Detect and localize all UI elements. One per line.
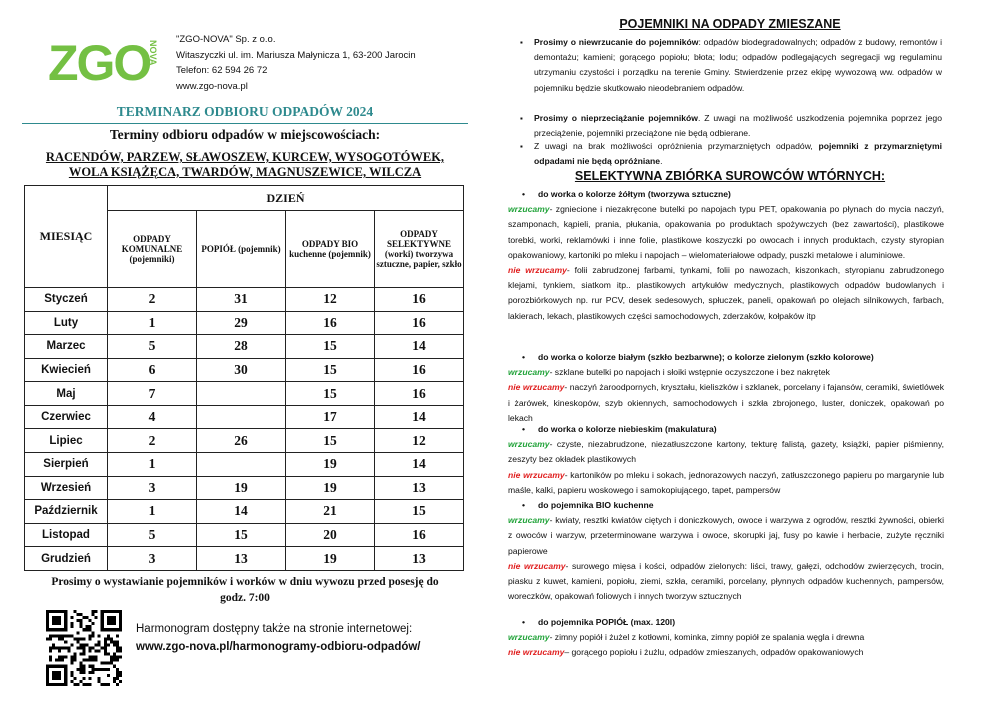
yes-label: wrzucamy xyxy=(508,632,550,643)
column-header-popiol: POPIÓŁ (pojemnik) xyxy=(197,211,286,288)
company-phone: Telefon: 62 594 26 72 xyxy=(176,65,268,76)
day-cell: 16 xyxy=(375,358,464,382)
section-ash xyxy=(508,615,944,661)
day-cell: 14 xyxy=(375,335,464,359)
harmonogram-text: Harmonogram dostępny także na stronie internetowej: xyxy=(136,623,413,635)
yes-text: - zgniecione i niezakręcone butelki po napojach typu PET, opakowania po płynach do mycia naczyń, szamponach, kąpieli, prania, płukania, opakowania po produktach spożywczych (bez zawartości), plastikowe torebki, worki, reklamówki i inne folie, plastikowe koszyczki po owocach i innych produktach, czysty styropian opakowaniowy, kartoniki po mleku i napojach – wielomateriałowe odpady, puszki metalowe i aluminiowe. xyxy=(508,204,944,260)
day-cell: 5 xyxy=(108,335,197,359)
table-row xyxy=(25,429,464,453)
table-row xyxy=(25,453,464,477)
mixed-rule-1-text: : odpadów biodegradowalnych; odpadów z budowy, remontów i demontażu; kamieni; gorącego popiołu; błota; lodu; odpadów podlegających segregacji wg regulaminu utrzymaniu czystości i porządku na terenie Gminy. Stwierdzenie przez ekipę wywozową ww. odpadów w pojemniku będzie skutkowało nieodebraniem odpadów. xyxy=(534,37,942,93)
day-cell: 17 xyxy=(286,405,375,429)
day-cell: 7 xyxy=(108,382,197,406)
day-cell xyxy=(197,382,286,406)
no-label: nie wrzucamy xyxy=(508,560,566,571)
yes-para xyxy=(508,437,944,467)
mixed-rule-3 xyxy=(534,139,942,169)
section-head: • do worka o kolorze żółtym (tworzywa sztuczne) xyxy=(508,187,944,202)
company-name: "ZGO-NOVA" Sp. z o.o. xyxy=(176,34,276,45)
mixed-rule-1 xyxy=(534,35,942,96)
yes-para xyxy=(508,365,944,380)
month-cell: Sierpień xyxy=(25,453,108,477)
day-cell: 19 xyxy=(286,476,375,500)
mixed-rule-2-bold: Prosimy o nieprzeciążanie pojemników xyxy=(534,113,698,123)
day-cell: 13 xyxy=(197,547,286,571)
notice-line-2: godz. 7:00 xyxy=(220,592,270,604)
no-para xyxy=(508,645,944,660)
yes-para xyxy=(508,513,944,559)
day-header: DZIEŃ xyxy=(108,186,464,211)
day-cell: 31 xyxy=(197,288,286,312)
table-row xyxy=(25,288,464,312)
yes-text: - szklane butelki po napojach i słoiki wstępnie oczyszczone i bez nakrętek xyxy=(549,367,830,378)
no-text: - folii zabrudzonej farbami, tynkami, folii po nawozach, kiszonkach, styropianu zabrudzonego klejami, tynkiem, siatkom itp.. plastikowych artykułów medycznych, plastikowych odpadów budowlanych i porozbiórkowych np. rur PCV, desek sedesowych, spłuczek, paneli, opakowań po olejach silnikowych, farbach, lakierach, lekach, plastikowych części samochodowych, zderzaków, kołpaków itp xyxy=(508,265,944,321)
mixed-rule-3-text: Z uwagi na brak możliwości opróżnienia przymarzniętych odpadów, xyxy=(534,141,819,151)
day-cell: 2 xyxy=(108,429,197,453)
section-head: • do pojemnika BIO kuchenne xyxy=(508,498,944,513)
no-para xyxy=(508,468,944,498)
day-cell: 15 xyxy=(375,500,464,524)
qr-code[interactable] xyxy=(46,610,122,686)
yes-label: wrzucamy xyxy=(508,204,550,215)
no-label: nie wrzucamy xyxy=(508,382,565,393)
day-cell: 13 xyxy=(375,547,464,571)
day-cell: 6 xyxy=(108,358,197,382)
company-website: www.zgo-nova.pl xyxy=(176,80,248,92)
schedule-table xyxy=(24,185,464,571)
month-header: MIESIĄC xyxy=(25,186,108,288)
day-cell: 12 xyxy=(286,288,375,312)
day-cell: 14 xyxy=(197,500,286,524)
section-yellow xyxy=(508,187,944,324)
day-cell: 14 xyxy=(375,405,464,429)
day-cell: 16 xyxy=(375,382,464,406)
no-para xyxy=(508,380,944,426)
table-row xyxy=(25,476,464,500)
column-header-bio: ODPADY BIO kuchenne (pojemnik) xyxy=(286,211,375,288)
yes-para xyxy=(508,630,944,645)
section-head: • do worka o kolorze białym (szkło bezbarwne); o kolorze zielonym (szkło kolorowe) xyxy=(508,350,944,365)
company-info xyxy=(176,32,416,94)
day-cell: 1 xyxy=(108,311,197,335)
svg-text:ZGO: ZGO xyxy=(48,35,151,91)
section-head: • do pojemnika POPIÓŁ (max. 120l) xyxy=(508,615,944,630)
section-white-green xyxy=(508,350,944,426)
yes-label: wrzucamy xyxy=(508,515,550,526)
collection-notice xyxy=(30,574,460,606)
month-cell: Lipiec xyxy=(25,429,108,453)
no-text: - naczyń żaroodpornych, kryształu, kieliszków i szklanek, porcelany i fajansów, ceramiki, świetlówek i żarówek, kineskopów, szyb okiennych, samochodowych i szkła zbrojonego, luster, doniczek, opakowań po lekach xyxy=(508,382,945,423)
schedule-body xyxy=(25,288,464,571)
no-para xyxy=(508,559,944,605)
day-cell: 1 xyxy=(108,500,197,524)
towns-line-1: RACENDÓW, PARZEW, SŁAWOSZEW, KURCEW, WYSOGOTÓWEK, xyxy=(45,150,445,164)
no-text: - kartoników po mleku i sokach, jednorazowych naczyń, zatłuszczonego papieru po margarynie lub maśle, kalki, papieru woskowego i samokopiującego, tapet, pampersów xyxy=(508,469,944,495)
day-cell: 3 xyxy=(108,547,197,571)
day-cell: 3 xyxy=(108,476,197,500)
day-cell: 21 xyxy=(286,500,375,524)
table-row xyxy=(25,335,464,359)
no-label: nie wrzucamy xyxy=(508,265,567,276)
no-para xyxy=(508,263,944,324)
table-row xyxy=(25,523,464,547)
day-cell: 15 xyxy=(286,429,375,453)
day-cell: 16 xyxy=(375,288,464,312)
table-row xyxy=(25,500,464,524)
column-header-komunalne: ODPADY KOMUNALNE (pojemniki) xyxy=(108,211,197,288)
yes-label: wrzucamy xyxy=(508,367,550,378)
day-cell: 15 xyxy=(286,358,375,382)
day-cell: 20 xyxy=(286,523,375,547)
day-cell: 13 xyxy=(375,476,464,500)
day-cell: 16 xyxy=(375,311,464,335)
month-cell: Wrzesień xyxy=(25,476,108,500)
month-cell: Listopad xyxy=(25,523,108,547)
day-cell: 4 xyxy=(108,405,197,429)
section-blue xyxy=(508,422,944,498)
month-cell: Marzec xyxy=(25,335,108,359)
table-row xyxy=(25,547,464,571)
mixed-rule-2-text: . Z uwagi na możliwość uszkodzenia pojemnika poprzez jego przeciążenie, pojemniki przeciążone nie będą odbierane. xyxy=(534,113,942,139)
day-cell: 12 xyxy=(375,429,464,453)
month-cell: Grudzień xyxy=(25,547,108,571)
towns-line-2: WOLA KSIĄŻĘCA, TWARDÓW, MAGNUSZEWICE, WILCZA xyxy=(68,165,422,179)
towns-list xyxy=(22,150,468,180)
zgo-nova-logo xyxy=(48,34,158,91)
day-cell: 19 xyxy=(286,547,375,571)
harmonogram-link[interactable]: www.zgo-nova.pl/harmonogramy-odbioru-odpadów/ xyxy=(136,641,421,653)
section-bio xyxy=(508,498,944,604)
company-address: Witaszyczki ul. im. Mariusza Małynicza 1, 63-200 Jarocin xyxy=(176,49,416,61)
svg-text:NOVA: NOVA xyxy=(148,40,158,66)
day-cell: 16 xyxy=(375,523,464,547)
mixed-waste-heading: POJEMNIKI NA ODPADY ZMIESZANE xyxy=(619,17,841,31)
month-cell: Czerwiec xyxy=(25,405,108,429)
section-head: • do worka o kolorze niebieskim (makulatura) xyxy=(508,422,944,437)
title-divider xyxy=(22,123,468,124)
day-cell: 2 xyxy=(108,288,197,312)
day-cell: 5 xyxy=(108,523,197,547)
selective-heading: SELEKTYWNA ZBIÓRKA SUROWCÓW WTÓRNYCH: xyxy=(574,169,886,183)
mixed-rule-3-bold: pojemniki z przymarzniętymi odpadami nie będą opróżniane xyxy=(534,141,942,167)
mixed-rule-1-bold: Prosimy o niewrzucanie do pojemników xyxy=(534,37,699,47)
yes-text: - czyste, niezabrudzone, niezatłuszczone kartony, tekturę falistą, gazety, książki, papier piśmienny, zeszyty bez okładek plastikowych xyxy=(508,439,944,465)
column-header-selektywne: ODPADY SELEKTYWNE (worki) tworzywa sztuczne, papier, szkło xyxy=(375,211,464,288)
month-cell: Kwiecień xyxy=(25,358,108,382)
mixed-rule-3-end: . xyxy=(660,156,663,167)
table-row xyxy=(25,405,464,429)
day-cell: 28 xyxy=(197,335,286,359)
table-row xyxy=(25,311,464,335)
table-row xyxy=(25,382,464,406)
no-text: - surowego mięsa i kości, odpadów zielonych: liści, trawy, gałęzi, odchodów zwierzęcych, trocin, piasku z kuwet, kamieni, popiołu, ziemi, szkła, ceramiki, porcelany, płynnych odpadów kuchennych, pampersów, woreczków, opakowań foliowych i innych tworzyw sztucznych xyxy=(508,560,944,602)
schedule-subtitle: Terminy odbioru odpadów w miejscowościach: xyxy=(109,127,381,142)
mixed-rule-2 xyxy=(534,111,942,141)
table-row xyxy=(25,358,464,382)
month-cell: Październik xyxy=(25,500,108,524)
day-cell: 16 xyxy=(286,311,375,335)
yes-text: - kwiaty, resztki kwiatów ciętych i doniczkowych, owoce i warzywa z ogrodów, resztki żywności, obierki z owoców i warzyw, przeterminowane warzywa i owoce, skorupki jaj, fusy po kawie i herbacie, zużyte ręczniki papierowe xyxy=(508,515,944,556)
month-cell: Maj xyxy=(25,382,108,406)
day-cell xyxy=(197,405,286,429)
no-label: nie wrzucamy xyxy=(508,469,565,480)
month-cell: Styczeń xyxy=(25,288,108,312)
day-cell: 15 xyxy=(286,335,375,359)
yes-para xyxy=(508,202,944,263)
harmonogram-info xyxy=(136,620,421,656)
schedule-title: TERMINARZ ODBIORU ODPADÓW 2024 xyxy=(116,104,374,119)
day-cell: 1 xyxy=(108,453,197,477)
day-cell: 19 xyxy=(286,453,375,477)
month-cell: Luty xyxy=(25,311,108,335)
no-text: – gorącego popiołu i żużlu, odpadów zmieszanych, odpadów opakowaniowych xyxy=(564,647,864,658)
no-label: nie wrzucamy xyxy=(508,647,565,658)
notice-line-1: Prosimy o wystawianie pojemników i worków w dniu wywozu przed posesję do xyxy=(51,576,439,588)
day-cell: 19 xyxy=(197,476,286,500)
day-cell: 15 xyxy=(197,523,286,547)
day-cell: 30 xyxy=(197,358,286,382)
day-cell: 29 xyxy=(197,311,286,335)
day-cell: 14 xyxy=(375,453,464,477)
yes-text: - zimny popiół i żużel z kotłowni, kominka, zimny popiół ze spalania węgla i drewna xyxy=(549,632,865,643)
yes-label: wrzucamy xyxy=(508,439,550,450)
day-cell: 15 xyxy=(286,382,375,406)
day-cell: 26 xyxy=(197,429,286,453)
day-cell xyxy=(197,453,286,477)
